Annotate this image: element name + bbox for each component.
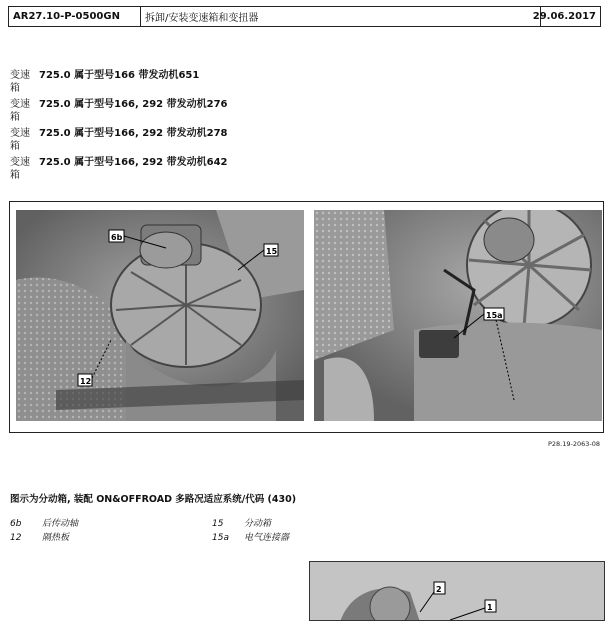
legend-text: 后传动轴 [42, 519, 79, 529]
legend-text: 分动箱 [244, 519, 272, 529]
transfer-case-photo-left [16, 210, 304, 421]
applicability-value: 725.0 属于型号166 带发动机651 [39, 70, 200, 81]
applicability-value: 725.0 属于型号166, 292 带发动机642 [39, 157, 228, 168]
figure-caption-text: 图示为分动箱, 装配 ON&OFFROAD 多路况适应系统/代码 (430) [10, 494, 297, 505]
legend-text: 隔热板 [42, 533, 70, 543]
legend-text: 电气连接器 [244, 533, 290, 543]
figure-caption [10, 491, 296, 505]
applicability-row [10, 69, 310, 98]
applicability-row [10, 98, 310, 127]
legend-item [212, 532, 289, 544]
document-title: 拆卸/安装变速箱和变扭器 [141, 7, 541, 26]
callout-label: 12 [80, 377, 92, 386]
document-code: AR27.10-P-0500GN [9, 7, 141, 26]
figure-frame [9, 201, 604, 433]
next-figure-photo [309, 561, 605, 621]
applicability-value: 725.0 属于型号166, 292 带发动机278 [39, 128, 228, 139]
callout-label: 2 [436, 585, 442, 594]
callout-label: 15 [266, 247, 278, 256]
applicability-label: 变速箱 [10, 157, 30, 181]
legend-item [10, 532, 69, 544]
legend-key: 15 [212, 519, 224, 529]
applicability-label: 变速箱 [10, 99, 30, 123]
legend-item [10, 518, 78, 530]
legend-key: 15a [212, 533, 229, 543]
applicability-row [10, 127, 310, 156]
applicability-value: 725.0 属于型号166, 292 带发动机276 [39, 99, 228, 110]
document-header [8, 6, 601, 27]
legend-key: 6b [10, 519, 22, 529]
legend-item [212, 518, 271, 530]
applicability-list [10, 69, 310, 185]
callout-label: 6b [111, 233, 123, 242]
document-date: 29.06.2017 [532, 11, 596, 22]
applicability-label: 变速箱 [10, 128, 30, 152]
applicability-label: 变速箱 [10, 70, 30, 94]
transfer-case-photo-right [314, 210, 602, 421]
callout-label: 15a [486, 311, 503, 320]
legend-key: 12 [10, 533, 22, 543]
figure-reference: P28.19-2063-08 [547, 440, 600, 448]
applicability-row [10, 156, 310, 185]
callout-label: 1 [487, 603, 493, 612]
